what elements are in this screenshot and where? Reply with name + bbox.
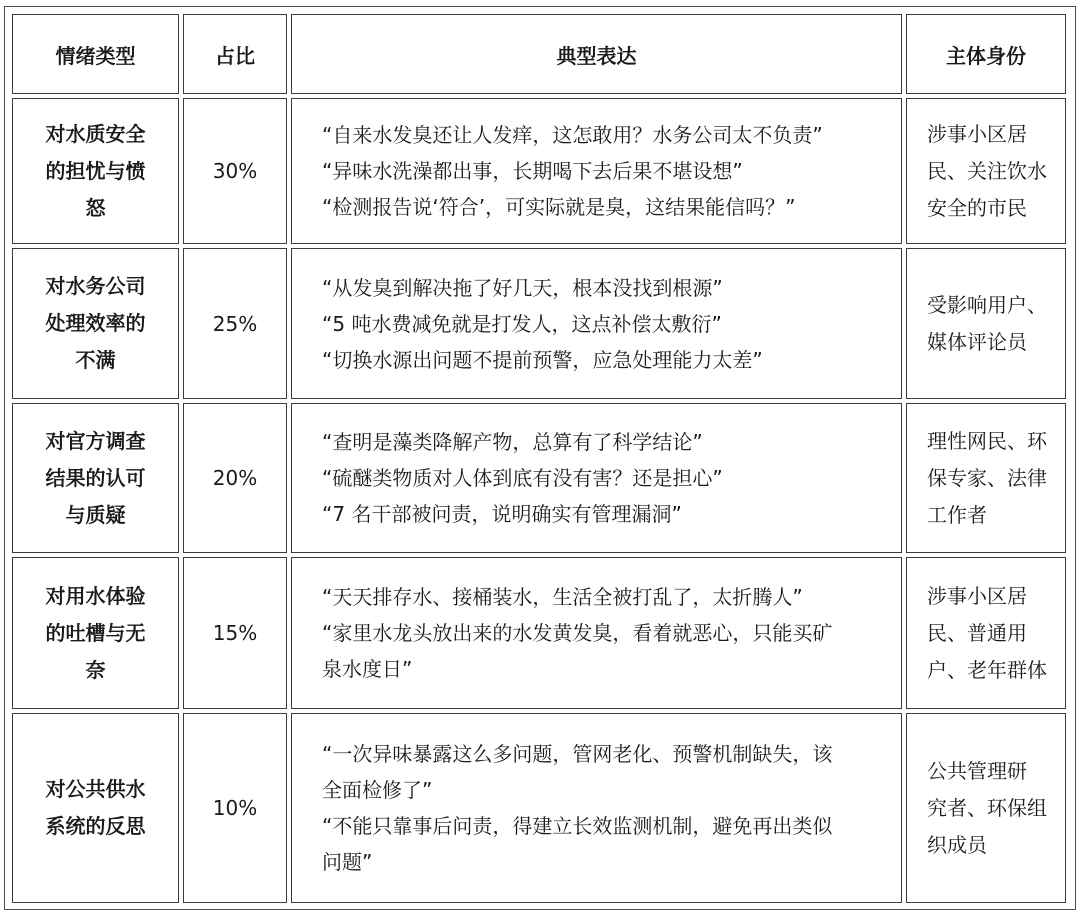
- identity-line: 织成员: [927, 832, 987, 857]
- ratio-value: 10%: [212, 796, 258, 820]
- identity-line: 涉事小区居: [927, 121, 1027, 146]
- row-2-ratio: [183, 248, 287, 399]
- expression-line: “天天排存水、接桶装水，生活全被打乱了，太折腾人”: [322, 585, 803, 609]
- identity-line: 保专家、法律: [927, 465, 1047, 490]
- row-4-type: [12, 557, 179, 709]
- identity-line: 公共管理研: [927, 758, 1027, 783]
- type-line: 处理效率的: [45, 311, 146, 335]
- type-line: 与质疑: [65, 502, 126, 527]
- row-3-ratio: [183, 403, 287, 553]
- expression-line: “从发臭到解决拖了好几天，根本没找到根源”: [322, 275, 723, 300]
- type-line: 结果的认可: [45, 465, 146, 490]
- expression-line: “自来水发臭还让人发痒，这怎敢用？水务公司太不负责”: [322, 123, 823, 147]
- type-line: 对用水体验: [45, 583, 146, 608]
- identity-line: 究者、环保组: [927, 795, 1047, 820]
- ratio-value: 25%: [212, 311, 258, 336]
- expression-line: “家里水龙头放出来的水发黄发臭，看着就恶心，只能买矿: [322, 621, 833, 645]
- header-type-label: 情绪类型: [55, 43, 136, 68]
- row-5-identity: [906, 713, 1066, 903]
- row-4-identity: [906, 557, 1066, 709]
- expression-line: 泉水度日”: [322, 657, 413, 681]
- expression-line: “检测报告说‘符合’，可实际就是臭，这结果能信吗？”: [322, 195, 796, 219]
- expression-line: “硫醚类物质对人体到底有没有害？还是担心”: [322, 466, 723, 490]
- type-line: 对公共供水: [45, 777, 146, 801]
- identity-line: 户、老年群体: [927, 657, 1047, 682]
- row-1-identity: [906, 98, 1066, 244]
- type-line: 系统的反思: [45, 814, 146, 838]
- type-line: 怒: [85, 195, 106, 220]
- row-5-ratio: [183, 713, 287, 903]
- row-1-type: [12, 98, 179, 244]
- type-line: 不满: [75, 348, 116, 372]
- identity-line: 受影响用户、: [927, 292, 1047, 317]
- header-identity-label: 主体身份: [946, 43, 1026, 68]
- expression-line: 问题”: [322, 850, 373, 874]
- row-4-expressions: [291, 557, 902, 709]
- type-line: 的担忧与愤: [45, 158, 146, 183]
- identity-line: 民、关注饮水: [927, 158, 1047, 183]
- row-5-expressions: [291, 713, 902, 903]
- identity-line: 民、普通用: [927, 620, 1027, 645]
- identity-line: 安全的市民: [927, 195, 1027, 220]
- row-2-expressions: [291, 248, 902, 399]
- identity-line: 媒体评论员: [927, 329, 1027, 354]
- row-2-identity: [906, 248, 1066, 399]
- type-line: 的吐槽与无: [45, 620, 146, 645]
- identity-line: 涉事小区居: [927, 583, 1027, 608]
- expression-line: “一次异味暴露这么多问题，管网老化、预警机制缺失，该: [322, 742, 833, 766]
- ratio-value: 20%: [212, 466, 258, 490]
- header-ratio-label: 占比: [215, 43, 255, 68]
- header-ratio: [183, 14, 287, 94]
- expression-line: “不能只靠事后问责，得建立长效监测机制，避免再出类似: [322, 814, 833, 838]
- expression-line: “切换水源出问题不提前预警，应急处理能力太差”: [322, 347, 763, 372]
- row-4-ratio: [183, 557, 287, 709]
- header-identity: [906, 14, 1066, 94]
- expression-line: “查明是藻类降解产物，总算有了科学结论”: [322, 430, 703, 454]
- emotion-table: [4, 6, 1076, 910]
- expression-line: “7 名干部被问责，说明确实有管理漏洞”: [322, 502, 682, 526]
- header-type: [12, 14, 179, 94]
- row-3-type: [12, 403, 179, 553]
- row-5-type: [12, 713, 179, 903]
- expression-line: 全面检修了”: [322, 778, 433, 802]
- ratio-value: 15%: [212, 621, 258, 645]
- expression-line: “异味水洗澡都出事，长期喝下去后果不堪设想”: [322, 159, 743, 183]
- expression-line: “5 吨水费减免就是打发人，这点补偿太敷衍”: [322, 311, 722, 336]
- header-expression: [291, 14, 902, 94]
- type-line: 对水务公司: [45, 274, 146, 298]
- identity-line: 理性网民、环: [927, 428, 1047, 453]
- type-line: 奈: [85, 657, 106, 682]
- header-expression-label: 典型表达: [556, 43, 637, 68]
- ratio-value: 30%: [212, 159, 258, 183]
- identity-line: 工作者: [927, 502, 987, 527]
- row-3-expressions: [291, 403, 902, 553]
- row-2-type: [12, 248, 179, 399]
- row-1-expressions: [291, 98, 902, 244]
- type-line: 对官方调查: [45, 428, 146, 453]
- type-line: 对水质安全: [45, 121, 146, 146]
- row-1-ratio: [183, 98, 287, 244]
- row-3-identity: [906, 403, 1066, 553]
